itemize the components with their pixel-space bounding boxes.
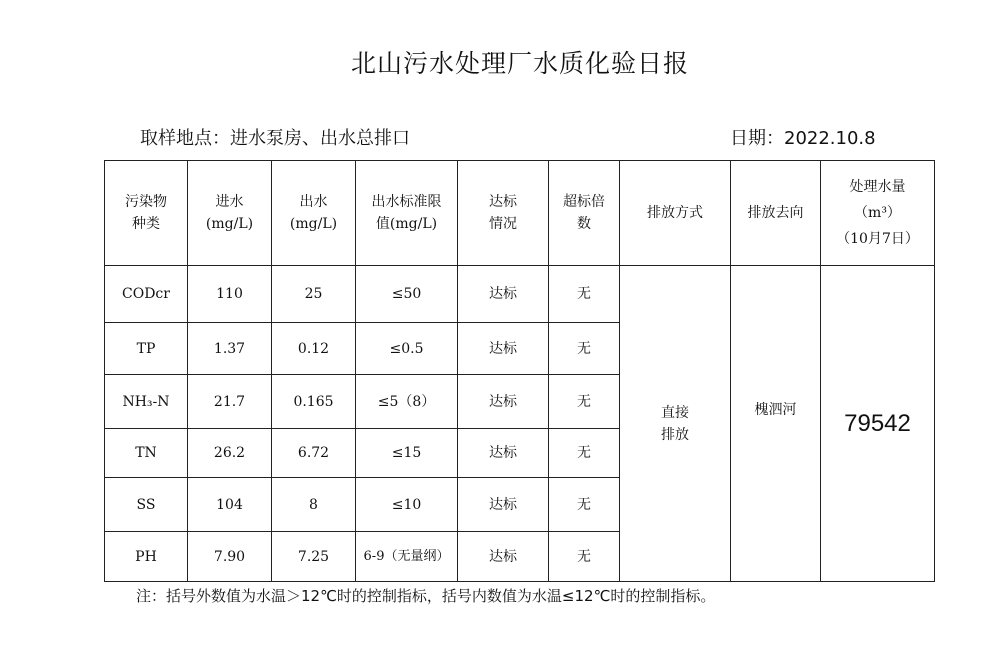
pollutant-cell: TN [105, 429, 188, 478]
effluent-cell: 8 [272, 478, 356, 532]
limit-cell: ≤5（8） [356, 375, 458, 429]
exceed-cell: 无 [549, 375, 620, 429]
effluent-cell: 0.12 [272, 323, 356, 375]
exceed-cell: 无 [549, 532, 620, 582]
effluent-cell: 7.25 [272, 532, 356, 582]
header-exceed: 超标倍 数 [549, 161, 620, 266]
limit-cell: 6-9（无量纲） [356, 532, 458, 582]
effluent-cell: 6.72 [272, 429, 356, 478]
status-cell: 达标 [458, 429, 549, 478]
status-cell: 达标 [458, 532, 549, 582]
status-cell: 达标 [458, 266, 549, 323]
header-row [105, 161, 935, 266]
effluent-cell: 0.165 [272, 375, 356, 429]
header-volume: 处理水量 （m³） （10月7日） [821, 161, 935, 266]
exceed-cell: 无 [549, 323, 620, 375]
header-limit: 出水标准限 值(mg/L) [356, 161, 458, 266]
volume-cell: 79542 [821, 266, 935, 582]
effluent-cell: 25 [272, 266, 356, 323]
influent-cell: 26.2 [188, 429, 272, 478]
report-date: 日期：2022.10.8 [730, 128, 876, 149]
limit-cell: ≤10 [356, 478, 458, 532]
sampling-site: 取样地点：进水泵房、出水总排口 [140, 128, 410, 149]
pollutant-cell: SS [105, 478, 188, 532]
report-title: 北山污水处理厂水质化验日报 [350, 49, 689, 78]
discharge-to-cell: 槐泗河 [731, 266, 821, 582]
header-compliance: 达标 情况 [458, 161, 549, 266]
influent-cell: 104 [188, 478, 272, 532]
limit-cell: ≤50 [356, 266, 458, 323]
pollutant-cell: NH₃-N [105, 375, 188, 429]
exceed-cell: 无 [549, 266, 620, 323]
footnote: 注：括号外数值为水温＞12℃时的控制指标，括号内数值为水温≤12℃时的控制指标。 [136, 587, 716, 605]
table-row [105, 266, 935, 323]
water-quality-table [104, 160, 935, 582]
influent-cell: 21.7 [188, 375, 272, 429]
influent-cell: 7.90 [188, 532, 272, 582]
header-discharge-to: 排放去向 [731, 161, 821, 266]
pollutant-cell: PH [105, 532, 188, 582]
discharge-method-cell: 直接 排放 [620, 266, 731, 582]
header-effluent: 出水 (mg/L) [272, 161, 356, 266]
limit-cell: ≤15 [356, 429, 458, 478]
influent-cell: 1.37 [188, 323, 272, 375]
status-cell: 达标 [458, 323, 549, 375]
pollutant-cell: TP [105, 323, 188, 375]
header-discharge-method: 排放方式 [620, 161, 731, 266]
exceed-cell: 无 [549, 429, 620, 478]
status-cell: 达标 [458, 478, 549, 532]
header-pollutant: 污染物 种类 [105, 161, 188, 266]
status-cell: 达标 [458, 375, 549, 429]
exceed-cell: 无 [549, 478, 620, 532]
pollutant-cell: CODcr [105, 266, 188, 323]
limit-cell: ≤0.5 [356, 323, 458, 375]
influent-cell: 110 [188, 266, 272, 323]
header-influent: 进水 (mg/L) [188, 161, 272, 266]
